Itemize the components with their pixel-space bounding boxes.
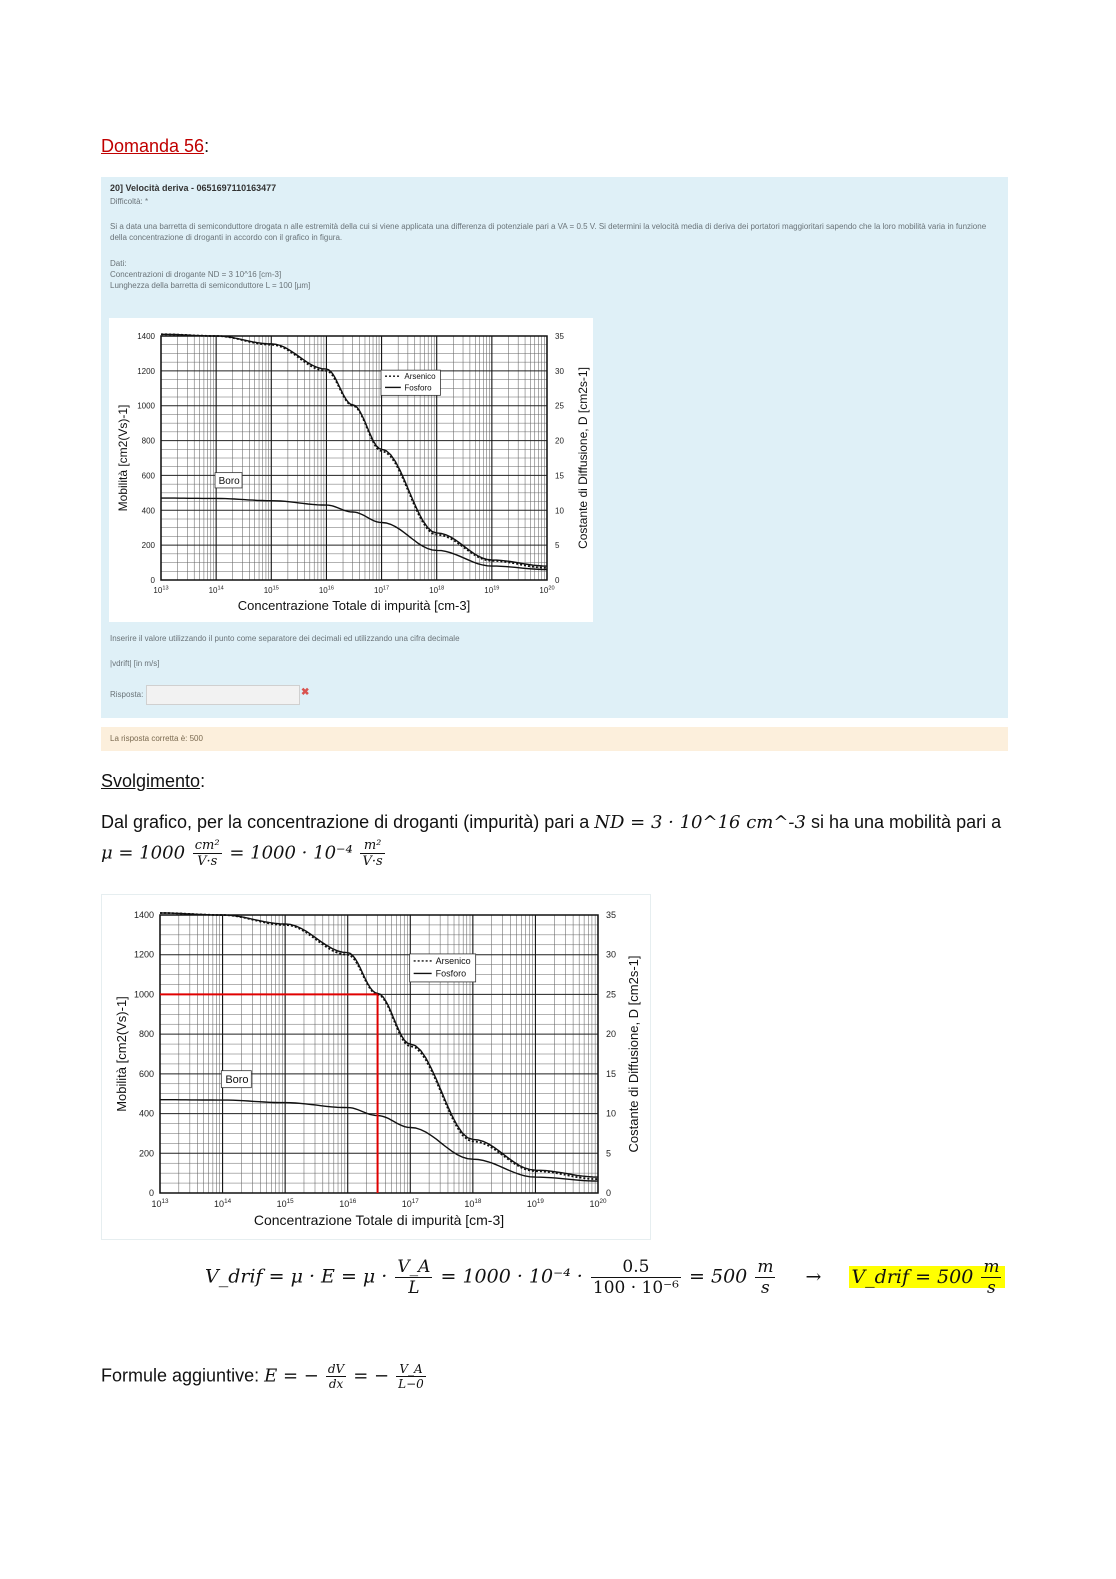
mu-lhs: μ = 1000 [101, 842, 186, 864]
y-tick-label: 400 [141, 506, 155, 516]
legend-label: Fosforo [404, 383, 432, 393]
intro-text: Dal grafico, per la concentrazione di droganti (impurità) pari a [101, 812, 590, 832]
eq-frac2 [591, 1257, 681, 1298]
drift-equation [205, 1257, 1005, 1298]
x-tick-label: $10^{18}$ [429, 585, 445, 595]
x-tick-label: $10^{18}$ [464, 1197, 482, 1209]
y-tick-label: 200 [141, 541, 155, 551]
eq-frac1-num: V_A [397, 1257, 431, 1277]
formule-lhs: E = − [264, 1365, 319, 1387]
x-axis-label: Concentrazione Totale di impurità [cm-3] [237, 598, 471, 613]
additional-formulas [101, 1362, 428, 1391]
quiz-data-label: Dati: [110, 259, 127, 268]
x-tick-label: $10^{14}$ [208, 585, 224, 595]
x-tick-label: $10^{16}$ [339, 1197, 357, 1209]
heading-colon: : [204, 136, 210, 156]
eq-frac2-den: 100 · 10⁻⁶ [592, 1278, 679, 1298]
annotation-label: Boro [225, 1074, 249, 1087]
y-tick-label: 1200 [133, 949, 154, 960]
final-unit [981, 1257, 1001, 1298]
mobility-chart-1 [109, 318, 593, 622]
formule-label: Formule aggiuntive: [101, 1365, 260, 1386]
y2-tick-label: 20 [606, 1029, 617, 1040]
y-axis-label: Mobilità [cm2(Vs)-1] [116, 404, 130, 512]
series-fosforo [160, 913, 598, 1177]
formule-f2-num: V_A [396, 1362, 426, 1377]
formule-f1-den: dx [328, 1377, 344, 1391]
answer-input[interactable] [146, 685, 300, 705]
mu-mid: = 1000 · 10⁻⁴ [229, 842, 353, 864]
formule-f1-num: dV [327, 1362, 345, 1376]
x-tick-label: $10^{20}$ [539, 585, 555, 595]
legend-label: Arsenico [404, 372, 436, 382]
y-tick-label: 800 [138, 1029, 154, 1040]
y-tick-label: 1000 [133, 989, 154, 1000]
legend-label: Fosforo [435, 968, 467, 979]
quiz-answer-label: Risposta: [110, 690, 144, 699]
y2-tick-label: 5 [555, 541, 560, 551]
y-tick-label: 600 [141, 471, 155, 481]
y2-axis-label: Costante di Diffusione, D [cm2s-1] [626, 955, 641, 1153]
quiz-panel [101, 177, 1008, 718]
mu-unit1 [193, 838, 222, 869]
final-result-text: V_drif = 500 [851, 1265, 974, 1288]
x-tick-label: $10^{15}$ [276, 1197, 294, 1209]
quiz-data-line2: Lunghezza della barretta di semiconduttore L = 100 [µm] [110, 281, 311, 290]
y-tick-label: 0 [150, 576, 155, 585]
y2-tick-label: 25 [555, 401, 564, 411]
y2-tick-label: 30 [555, 366, 564, 376]
formule-mid: = − [353, 1365, 390, 1387]
y2-tick-label: 30 [606, 949, 617, 960]
formule-f2-den: L−0 [398, 1377, 424, 1391]
eq-unit-den: s [761, 1278, 770, 1298]
mobility-chart-2 [102, 895, 650, 1239]
x-tick-label: $10^{17}$ [401, 1197, 419, 1209]
correct-answer-banner [101, 727, 1008, 751]
final-result [849, 1257, 1005, 1298]
quiz-instructions: Inserire il valore utilizzando il punto come separatore dei decimali ed utilizzando una cifra decimale [110, 634, 460, 643]
solution-intro [101, 812, 1021, 833]
x-tick-label: $10^{14}$ [214, 1197, 232, 1209]
mu-unit1-num: cm² [194, 838, 220, 853]
quiz-unit-label: |vdrift| [in m/s] [110, 659, 160, 668]
y2-tick-label: 35 [606, 910, 617, 920]
x-tick-label: $10^{19}$ [526, 1197, 544, 1209]
quiz-problem: Si a data una barretta di semiconduttore drogata n alle estremità della cui si viene applicata una differenza di potenziale pari a VA = 0.5 V. Si determini la velocità media di deriva dei portatori maggioritari sapendo che la loro mobilità varia in funzione della concentrazione di droganti in accordo con il grafico in figura. [110, 222, 987, 242]
y2-tick-label: 0 [555, 576, 560, 585]
y2-tick-label: 15 [606, 1068, 617, 1079]
eq-lhs: V_drif = μ · E = μ · [205, 1265, 388, 1288]
y2-tick-label: 25 [606, 989, 617, 1000]
formule-f1 [326, 1362, 346, 1391]
x-tick-label: $10^{20}$ [589, 1197, 607, 1209]
quiz-difficulty: Difficoltà: * [110, 197, 149, 206]
y2-axis-label: Costante di Diffusione, D [cm2s-1] [576, 367, 590, 549]
series-boro [160, 1100, 598, 1181]
eq-result: = 500 [689, 1265, 748, 1288]
x-tick-label: $10^{17}$ [374, 585, 390, 595]
y-tick-label: 800 [141, 436, 155, 446]
x-tick-label: $10^{16}$ [318, 585, 334, 595]
y-tick-label: 1400 [137, 332, 155, 341]
wrong-icon: ✖ [301, 687, 310, 698]
formule-f2 [396, 1362, 426, 1391]
y-tick-label: 1200 [137, 366, 155, 376]
solution-heading [101, 771, 205, 792]
legend-label: Arsenico [435, 955, 471, 966]
x-tick-label: $10^{19}$ [484, 585, 500, 595]
y-tick-label: 0 [148, 1188, 154, 1198]
intro-end-text: si ha una mobilità pari a [810, 812, 1002, 832]
eq-unit [755, 1257, 775, 1298]
annotation-label: Boro [218, 475, 240, 487]
y2-tick-label: 15 [555, 471, 564, 481]
correct-answer-text: La risposta corretta è: 500 [110, 734, 203, 743]
x-axis-label: Concentrazione Totale di impurità [cm-3] [253, 1212, 505, 1228]
mu-unit2-den: V·s [362, 854, 383, 869]
x-tick-label: $10^{13}$ [151, 1197, 169, 1209]
y2-tick-label: 10 [555, 506, 564, 516]
mobility-expression [101, 838, 387, 869]
arrow-icon: → [805, 1265, 822, 1288]
final-unit-num: m [983, 1257, 1000, 1277]
y2-tick-label: 35 [555, 332, 564, 341]
eq-frac2-num: 0.5 [591, 1257, 681, 1278]
x-tick-label: $10^{13}$ [153, 585, 169, 595]
mu-unit1-den: V·s [197, 854, 218, 869]
quiz-data-line1: Concentrazioni di drogante ND = 3 10^16 [cm-3] [110, 270, 282, 279]
final-unit-den: s [987, 1278, 996, 1298]
solution-title: Svolgimento [101, 771, 201, 791]
mu-unit2-num: m² [360, 838, 384, 854]
y-tick-label: 600 [138, 1068, 154, 1079]
solution-chart [101, 894, 651, 1240]
y-tick-label: 200 [138, 1148, 154, 1159]
question-title: Domanda 56 [101, 136, 205, 156]
y2-tick-label: 20 [555, 436, 564, 446]
x-tick-label: $10^{15}$ [263, 585, 279, 595]
eq-frac1-den: L [408, 1278, 420, 1298]
y2-tick-label: 10 [606, 1108, 617, 1119]
y-tick-label: 1400 [133, 910, 154, 920]
solution-colon: : [200, 771, 206, 791]
question-heading [101, 136, 209, 157]
mu-unit2 [360, 838, 384, 869]
y-tick-label: 400 [138, 1108, 154, 1119]
eq-unit-num: m [757, 1257, 774, 1277]
eq-frac1 [395, 1257, 432, 1298]
y2-tick-label: 0 [606, 1188, 612, 1198]
series-arsenico [160, 913, 598, 1179]
nd-expression: ND = 3 · 10^16 cm^-3 [594, 812, 806, 833]
quiz-chart [109, 318, 593, 622]
eq-mid: = 1000 · 10⁻⁴ · [440, 1265, 583, 1288]
y-axis-label: Mobilità [cm2(Vs)-1] [114, 996, 129, 1112]
y-tick-label: 1000 [137, 401, 155, 411]
quiz-title: 20] Velocità deriva - 0651697110163477 [110, 183, 277, 193]
y2-tick-label: 5 [606, 1148, 612, 1159]
